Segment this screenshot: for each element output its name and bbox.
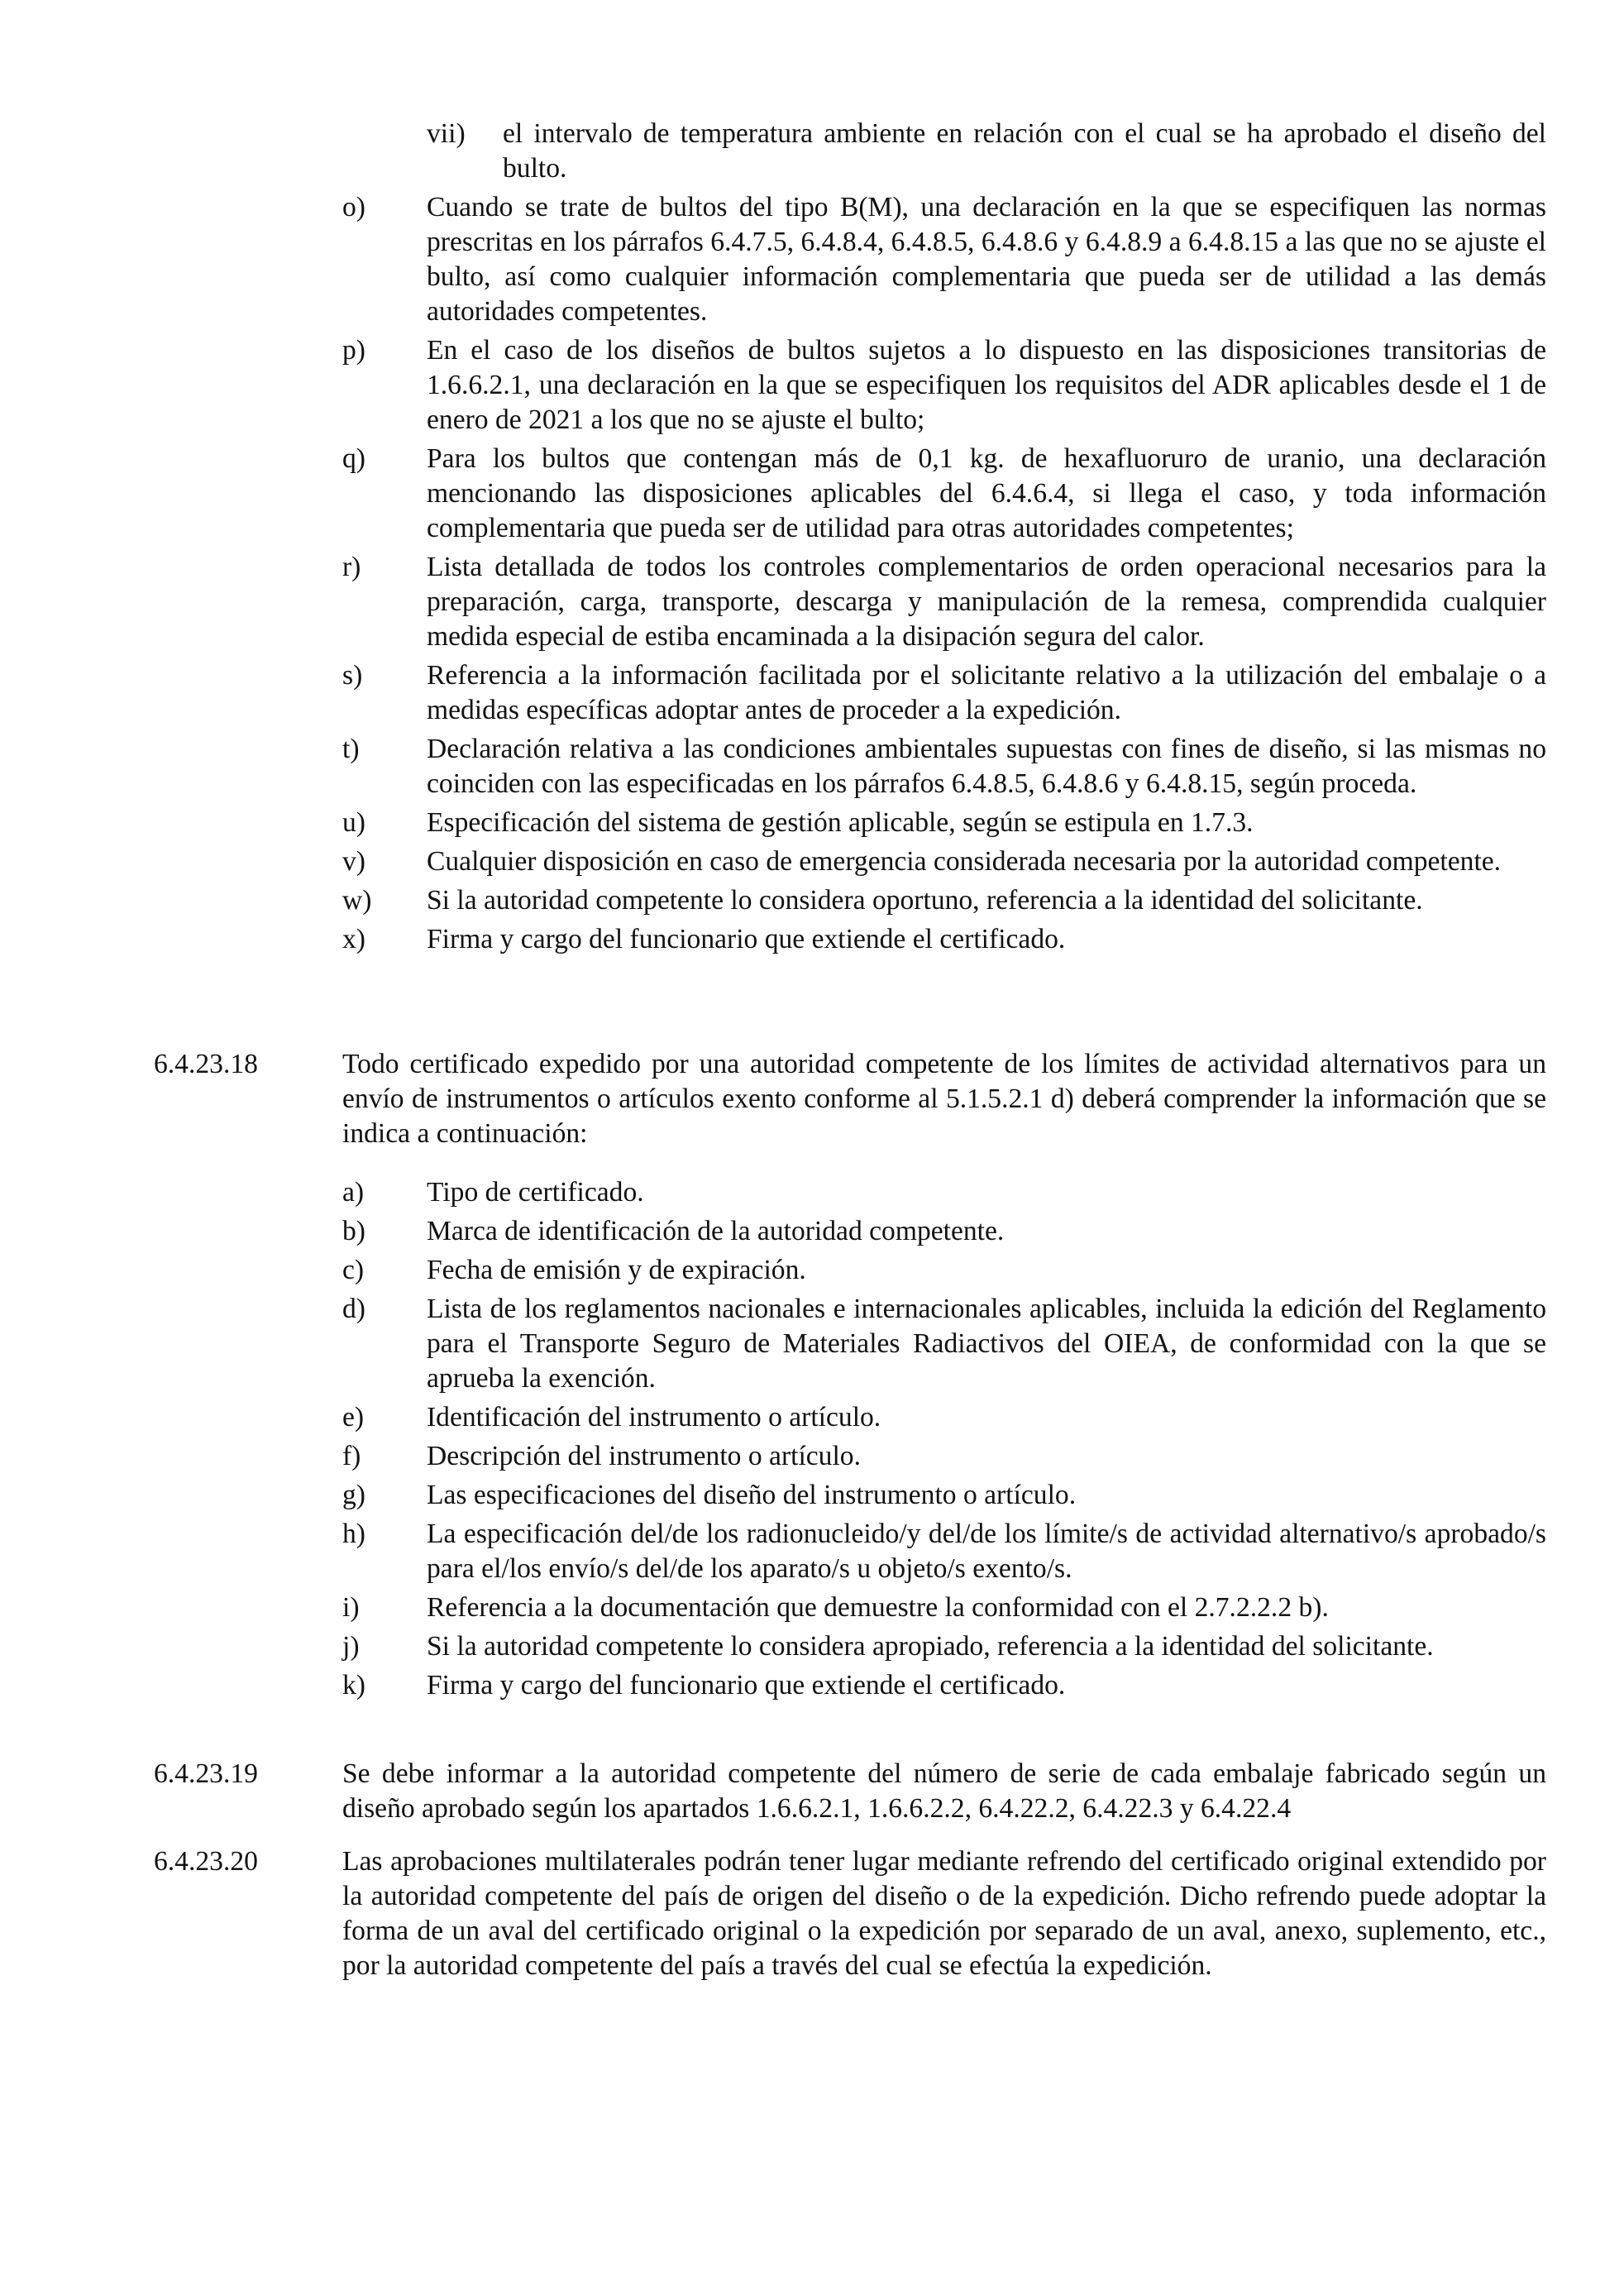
list-item-label: q)	[342, 443, 365, 474]
certificate-requirements-list	[342, 117, 1546, 961]
paragraph-text: Todo certificado expedido por una autoridad competente de los límites de actividad alternativos para un envío de instrumentos o artículos exento conforme al 5.1.5.2.1 d) deberá comprender la información que se indica a continuación:	[342, 1049, 1546, 1149]
list-item-text: Referencia a la información facilitada por el solicitante relativo a la utilización del embalaje o a medidas específicas adoptar antes de proceder a la expedición.	[427, 660, 1546, 725]
list-item-text: Fecha de emisión y de expiración.	[427, 1255, 806, 1285]
list-item-label: c)	[342, 1255, 365, 1285]
list-item-label: h)	[342, 1519, 365, 1549]
list-item-label: o)	[342, 192, 365, 222]
list-item-text: Lista detallada de todos los controles complementarios de orden operacional necesarios para la preparación, carga, transporte, descarga y manipulación de la remesa, comprendida cualquier medida especial de estiba encaminada a la disipación segura del calor.	[427, 552, 1546, 652]
paragraph-6-4-23-19	[154, 1757, 1546, 1826]
list-item	[342, 658, 1546, 728]
list-item-label: g)	[342, 1480, 365, 1510]
list-item	[342, 550, 1546, 654]
list-item-label: b)	[342, 1216, 365, 1246]
list-item	[342, 1478, 1546, 1513]
list-item-label: x)	[342, 924, 365, 954]
list-item-text: Especificación del sistema de gestión aplicable, según se estipula en 1.7.3.	[427, 807, 1254, 838]
list-item-text: Para los bultos que contengan más de 0,1 kg. de hexafluoruro de uranio, una declaración mencionando las disposiciones aplicables del 6.4.6.4, si llega el caso, y toda información complementaria que pueda ser de utilidad para otras autoridades competentes;	[427, 443, 1546, 543]
list-item-text: Cuando se trate de bultos del tipo B(M), una declaración en la que se especifiquen las normas prescritas en los párrafos 6.4.7.5, 6.4.8.4, 6.4.8.5, 6.4.8.6 y 6.4.8.9 a 6.4.8.15 a las que no se ajuste el bulto, así como cualquier información complementaria que pueda ser de utilidad a las demás autoridades competentes.	[427, 192, 1546, 327]
list-item-label: r)	[342, 552, 361, 582]
exemption-certificate-list	[342, 1175, 1546, 1707]
list-item	[342, 333, 1546, 438]
list-item-text: Si la autoridad competente lo considera oportuno, referencia a la identidad del solicitante.	[427, 885, 1423, 916]
paragraph-text: Las aprobaciones multilaterales podrán tener lugar mediante refrendo del certificado original extendido por la autoridad competente del país de origen del diseño o de la expedición. Dicho refrendo puede adoptar la forma de un aval del certificado original o la expedición por separado de un aval, anexo, suplemento, etc., por la autoridad competente del país a través del cual se efectúa la expedición.	[342, 1846, 1546, 1981]
list-item-text: Las especificaciones del diseño del instrumento o artículo.	[427, 1480, 1077, 1510]
list-item-label: d)	[342, 1294, 365, 1324]
list-item-text: Firma y cargo del funcionario que extiende el certificado.	[427, 1670, 1066, 1700]
list-item-label: a)	[342, 1177, 365, 1208]
list-item	[342, 1214, 1546, 1249]
list-item-text: En el caso de los diseños de bultos sujetos a lo dispuesto en las disposiciones transitorias de 1.6.6.2.1, una declaración en la que se especifiquen los requisitos del ADR aplicables desde el 1 de enero de 2021 a los que no se ajuste el bulto;	[427, 335, 1546, 435]
list-item-text: Referencia a la documentación que demuestre la conformidad con el 2.7.2.2.2 b).	[427, 1592, 1329, 1623]
list-item	[427, 117, 1546, 186]
list-item-label: i)	[342, 1592, 360, 1623]
list-item-label: j)	[342, 1631, 360, 1662]
list-item	[342, 922, 1546, 957]
list-item-text: Lista de los reglamentos nacionales e internacionales aplicables, incluida la edición del Reglamento para el Transporte Seguro de Materiales Radiactivos del OIEA, de conformidad con la que se aprueba la exención.	[427, 1294, 1546, 1394]
list-item-label: f)	[342, 1441, 361, 1471]
list-item-label: w)	[342, 885, 372, 916]
list-item	[342, 1629, 1546, 1664]
list-item-text: Marca de identificación de la autoridad competente.	[427, 1216, 1005, 1246]
list-item	[342, 190, 1546, 329]
list-item-text: La especificación del/de los radionucleido/y del/de los límite/s de actividad alternativo/s aprobado/s para el/los envío/s del/de los aparato/s u objeto/s exento/s.	[427, 1519, 1546, 1584]
list-item	[342, 1175, 1546, 1210]
paragraph-number: 6.4.23.20	[154, 1846, 258, 1877]
list-item-text: Firma y cargo del funcionario que extiende el certificado.	[427, 924, 1066, 954]
list-item-label: u)	[342, 807, 365, 838]
list-item-label: e)	[342, 1402, 365, 1433]
list-item-text: Si la autoridad competente lo considera apropiado, referencia a la identidad del solicitante.	[427, 1631, 1434, 1662]
list-item-label: s)	[342, 660, 363, 691]
list-item	[342, 806, 1546, 840]
list-item	[342, 1517, 1546, 1586]
list-item	[342, 732, 1546, 801]
paragraph-6-4-23-18	[154, 1047, 1546, 1151]
list-item	[342, 844, 1546, 879]
list-item	[342, 1400, 1546, 1435]
list-item	[342, 1590, 1546, 1625]
list-item-text: Identificación del instrumento o artículo.	[427, 1402, 881, 1433]
list-item-label: k)	[342, 1670, 365, 1700]
list-item-text: el intervalo de temperatura ambiente en relación con el cual se ha aprobado el diseño del bulto.	[503, 118, 1546, 184]
list-item	[342, 883, 1546, 918]
list-item-text: Declaración relativa a las condiciones ambientales supuestas con fines de diseño, si las mismas no coinciden con las especificadas en los párrafos 6.4.8.5, 6.4.8.6 y 6.4.8.15, según proceda.	[427, 734, 1546, 799]
list-item	[342, 1253, 1546, 1288]
list-item	[342, 1439, 1546, 1474]
list-item-label: p)	[342, 335, 365, 366]
list-item-label: t)	[342, 734, 360, 764]
list-item-text: Tipo de certificado.	[427, 1177, 644, 1208]
paragraph-text: Se debe informar a la autoridad competente del número de serie de cada embalaje fabricado según un diseño aprobado según los apartados 1.6.6.2.1, 1.6.6.2.2, 6.4.22.2, 6.4.22.3 y 6.4.22.4	[342, 1758, 1546, 1824]
list-item-label: vii)	[427, 118, 466, 149]
list-item	[342, 442, 1546, 546]
list-item-text: Descripción del instrumento o artículo.	[427, 1441, 861, 1471]
list-item-label: v)	[342, 846, 365, 877]
paragraph-number: 6.4.23.18	[154, 1049, 258, 1079]
list-item	[342, 1292, 1546, 1396]
paragraph-number: 6.4.23.19	[154, 1758, 258, 1789]
list-item	[342, 1668, 1546, 1703]
paragraph-6-4-23-20	[154, 1844, 1546, 1983]
list-item-text: Cualquier disposición en caso de emergencia considerada necesaria por la autoridad competente.	[427, 846, 1502, 877]
